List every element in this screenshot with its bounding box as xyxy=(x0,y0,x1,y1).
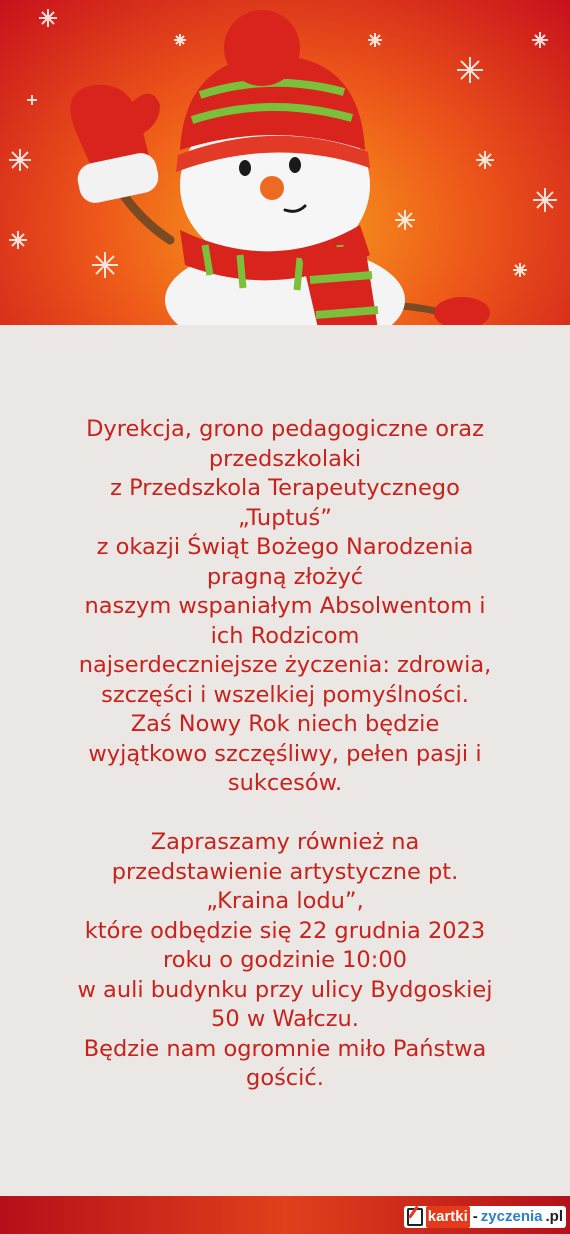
greeting-line: Będzie nam ogromnie miło Państwa xyxy=(83,1035,487,1062)
greeting-line: najserdeczniejsze życzenia: zdrowia, xyxy=(78,652,492,678)
paragraph-gap xyxy=(20,799,550,829)
greeting-line: w auli budynku przy ulicy Bydgoskiej xyxy=(77,976,493,1003)
greeting-line: gościć. xyxy=(246,1065,324,1091)
greeting-line: przedstawienie artystyczne pt. xyxy=(111,858,459,885)
logo-text-kartki: kartki xyxy=(426,1206,470,1228)
logo-text-tld: .pl xyxy=(545,1208,563,1225)
site-logo-link[interactable] xyxy=(404,1206,566,1228)
greeting-line: roku o godzinie 10:00 xyxy=(163,947,407,973)
greeting-line: Dyrekcja, grono pedagogiczne oraz xyxy=(86,416,484,442)
logo-text-dash: - xyxy=(472,1208,478,1225)
snowman-illustration xyxy=(0,0,570,325)
greeting-line: „Tuptuś” xyxy=(238,504,332,531)
greeting-line: Zapraszamy również na xyxy=(150,829,420,855)
greeting-text xyxy=(20,415,550,1094)
greeting-line: 50 w Wałczu. xyxy=(211,1006,359,1032)
greeting-line: naszym wspaniałym Absolwentom i xyxy=(84,593,486,619)
greeting-line: szczęści i wszelkiej pomyślności. xyxy=(101,681,469,708)
greeting-line: przedszkolaki xyxy=(208,445,362,472)
greeting-line: wyjątkowo szczęśliwy, pełen pasji i xyxy=(88,740,482,767)
greeting-line: które odbędzie się 22 grudnia 2023 xyxy=(84,917,486,944)
pencil-icon xyxy=(407,1208,423,1226)
greeting-line: sukcesów. xyxy=(227,770,343,796)
greeting-line: z okazji Świąt Bożego Narodzenia xyxy=(96,534,474,560)
greeting-line: Zaś Nowy Rok niech będzie xyxy=(130,711,440,737)
greeting-line: z Przedszkola Terapeutycznego xyxy=(110,475,460,501)
greeting-line: pragną złożyć xyxy=(206,563,364,590)
logo-text-zyczenia: zyczenia xyxy=(480,1208,543,1225)
greeting-line: ich Rodzicom xyxy=(210,622,360,649)
greeting-line: „Kraina lodu”, xyxy=(206,888,364,914)
header-illustration xyxy=(0,0,570,325)
